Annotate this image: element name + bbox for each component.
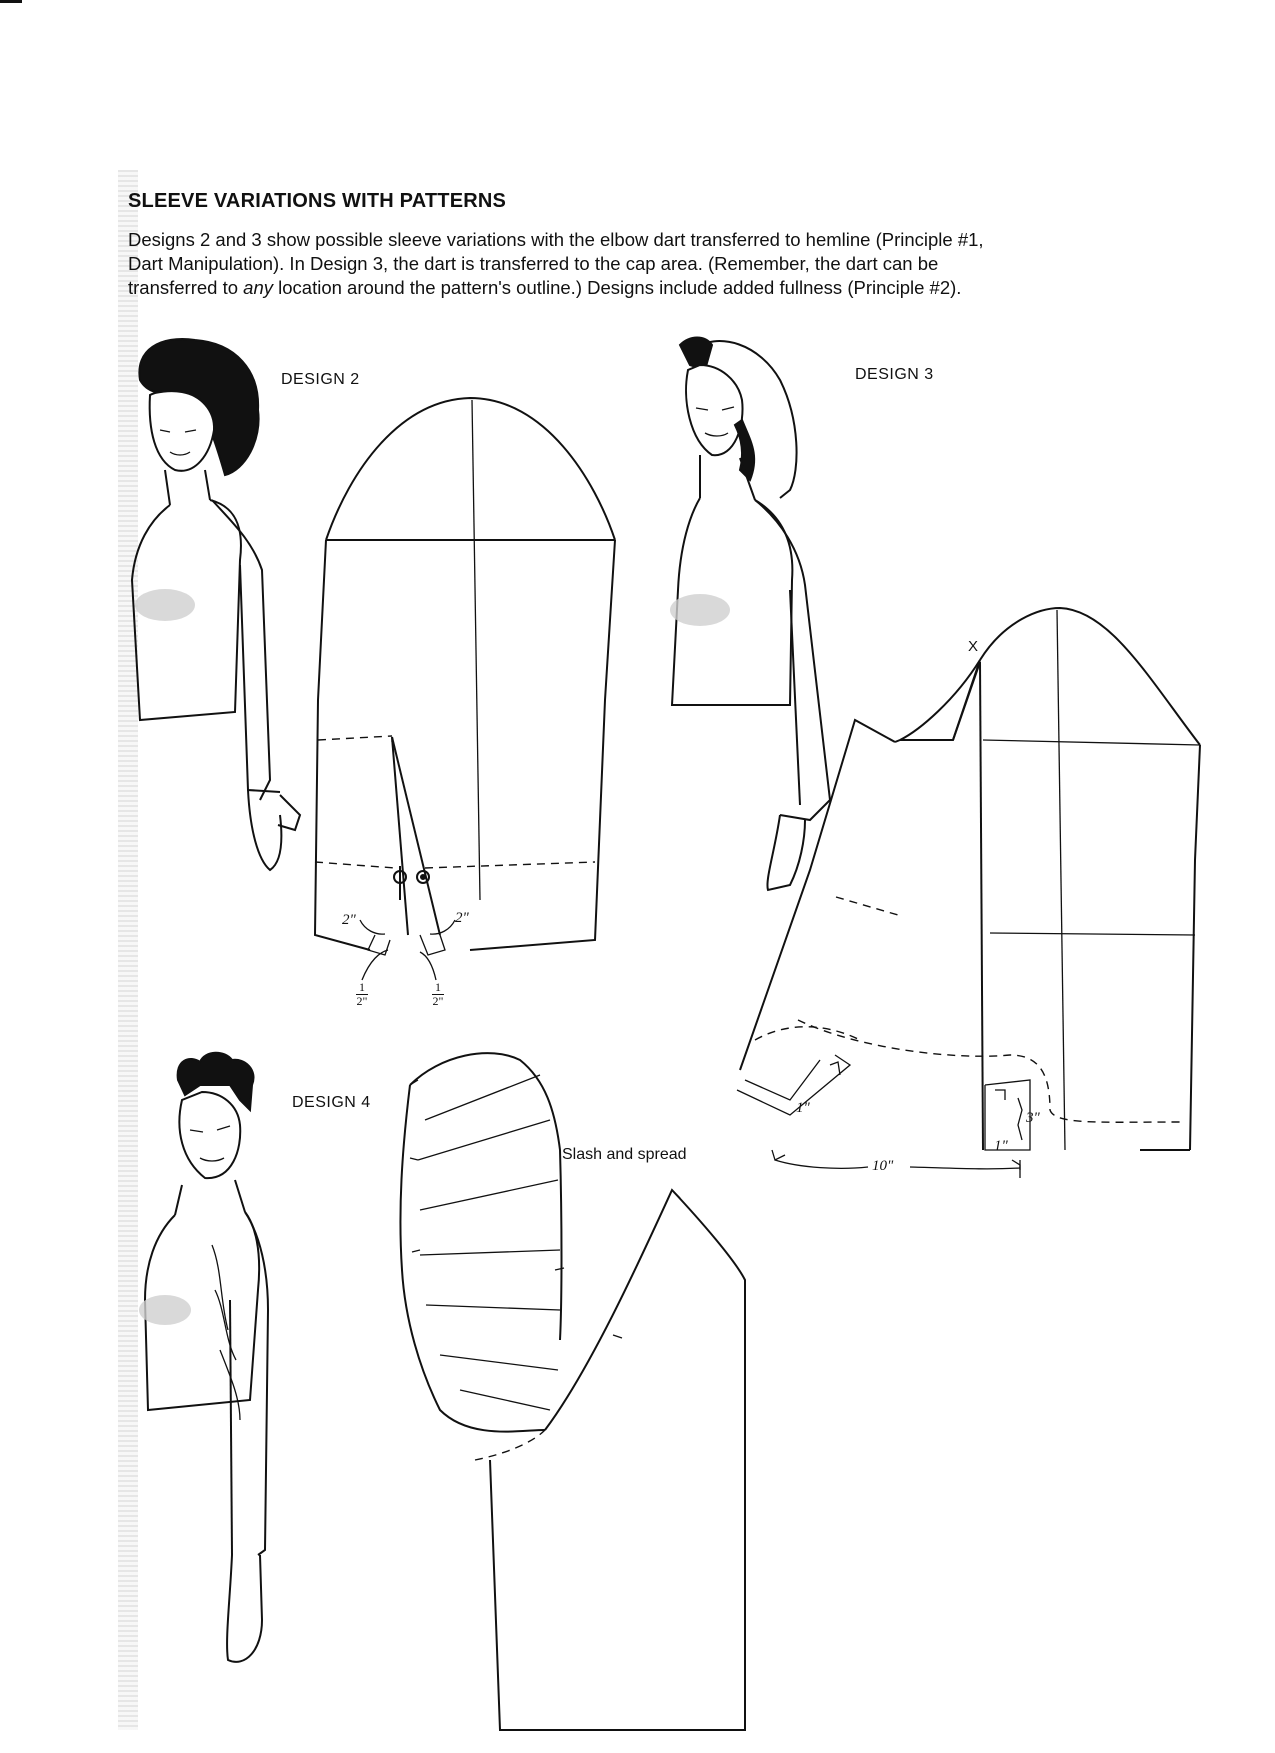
design-3-label: DESIGN 3 bbox=[855, 366, 934, 383]
design-3-measure-3in: 3" bbox=[1026, 1110, 1040, 1126]
design-2-fraction-right: 1 2" bbox=[432, 980, 444, 1008]
design-4-figure-icon bbox=[139, 1053, 268, 1662]
design-3-sleeve-pattern-icon bbox=[737, 608, 1200, 1178]
design-4-sleeve-pattern-icon bbox=[400, 1053, 745, 1730]
design-2-figure-icon bbox=[132, 339, 300, 870]
slash-and-spread-label: Slash and spread bbox=[562, 1146, 687, 1163]
intro-line-1: Designs 2 and 3 show possible sleeve variations with the elbow dart transferred to hemline (Principle #1, bbox=[128, 229, 984, 250]
design-2-label: DESIGN 2 bbox=[281, 371, 360, 388]
intro-line-3a: transferred to bbox=[128, 277, 244, 298]
design-3-pivot-mark: X bbox=[968, 638, 979, 655]
intro-line-2: Dart Manipulation). In Design 3, the dart is transferred to the cap area. (Remember, the dart can be bbox=[128, 253, 939, 274]
design-3-measure-1in-right: 1" bbox=[994, 1138, 1008, 1154]
design-2-fraction-left: 1 2" bbox=[356, 980, 368, 1008]
design-4-label: DESIGN 4 bbox=[292, 1094, 371, 1111]
design-2-measure-left: 2" bbox=[342, 912, 356, 928]
design-3-measure-10in: 10" bbox=[872, 1158, 894, 1174]
intro-emphasis: any bbox=[243, 277, 273, 298]
page-title: SLEEVE VARIATIONS WITH PATTERNS bbox=[128, 190, 507, 212]
design-2-sleeve-pattern-icon bbox=[315, 398, 615, 980]
design-3-figure-icon bbox=[670, 338, 830, 891]
intro-line-3b: location around the pattern's outline.) Designs include added fullness (Principle #2). bbox=[273, 277, 962, 298]
design-3-measure-1in-left: 1" bbox=[796, 1100, 810, 1116]
design-2-measure-right: 2" bbox=[455, 910, 469, 926]
